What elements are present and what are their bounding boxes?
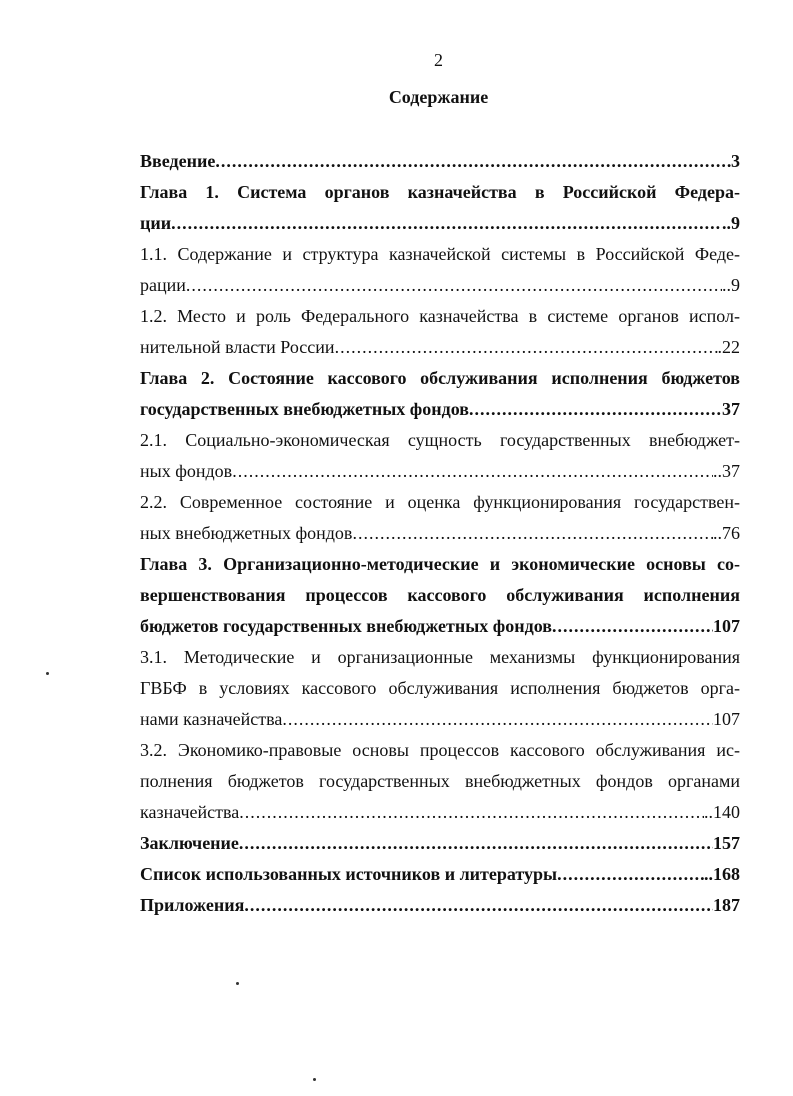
toc-entry-line: 1.2. Место и роль Федерального казначейства в системе органов испол-: [140, 306, 740, 326]
dot-leader: [215, 146, 731, 177]
toc-entry: [140, 239, 740, 301]
toc-page-number: ..37: [713, 461, 740, 481]
toc-entry: [140, 549, 740, 642]
toc-entry: [140, 642, 740, 735]
toc-entry-last-line: [140, 828, 740, 859]
toc-entry: [140, 735, 740, 828]
toc-page-number: ..76: [713, 523, 740, 543]
toc-entry-last-line: [140, 394, 740, 425]
page-number: 2: [434, 50, 443, 70]
dot-leader: [352, 518, 713, 549]
toc-entry: [140, 828, 740, 859]
dot-leader: [552, 611, 713, 642]
toc-entry-line: 3.1. Методические и организационные механизмы функционирования: [140, 647, 740, 667]
table-of-contents: [140, 146, 740, 921]
toc-entry-text: ных внебюджетных фондов: [140, 523, 353, 543]
toc-entry-last-line: [140, 704, 740, 735]
toc-entry-text: государственных внебюджетных фондов: [140, 399, 469, 419]
scan-speck: [313, 1078, 316, 1081]
toc-entry-last-line: [140, 146, 740, 177]
dot-leader: [232, 456, 713, 487]
toc-entry-line: вершенствования процессов кассового обслуживания исполнения: [140, 585, 740, 605]
dot-leader: [282, 704, 713, 735]
toc-entry-text: нами казначейства: [140, 709, 283, 729]
toc-entry: [140, 146, 740, 177]
toc-entry-last-line: [140, 518, 740, 549]
toc-page-number: ..168: [704, 864, 740, 884]
toc-page-number: .22: [717, 337, 740, 357]
toc-entry: [140, 177, 740, 239]
toc-entry: [140, 487, 740, 549]
toc-entry-text: ных фондов: [140, 461, 233, 481]
toc-page-number: 3: [731, 151, 740, 171]
toc-entry-last-line: [140, 208, 740, 239]
dot-leader: [239, 797, 704, 828]
toc-entry-line: Глава 2. Состояние кассового обслуживания исполнения бюджетов: [140, 368, 740, 388]
scan-speck: [236, 982, 239, 985]
toc-entry-text: Заключение: [140, 833, 239, 853]
toc-page-number: 107: [713, 709, 740, 729]
toc-entry-text: рации: [140, 275, 186, 295]
toc-entry-text: Приложения: [140, 895, 245, 915]
toc-entry-line: 2.1. Социально-экономическая сущность государственных внебюджет-: [140, 430, 740, 450]
toc-entry-text: Введение: [140, 151, 216, 171]
toc-entry-text: ции: [140, 213, 172, 233]
toc-entry: [140, 890, 740, 921]
toc-entry-line: 2.2. Современное состояние и оценка функционирования государствен-: [140, 492, 740, 512]
toc-entry-last-line: [140, 859, 740, 890]
toc-entry-line: ГВБФ в условиях кассового обслуживания исполнения бюджетов орга-: [140, 678, 740, 698]
toc-entry-last-line: [140, 611, 740, 642]
dot-leader: [469, 394, 722, 425]
toc-page-number: 187: [713, 895, 740, 915]
dot-leader: [186, 270, 722, 301]
toc-entry-line: 3.2. Экономико-правовые основы процессов кассового обслуживания ис-: [140, 740, 740, 760]
toc-entry-line: 1.1. Содержание и структура казначейской системы в Российской Феде-: [140, 244, 740, 264]
toc-page-number: 107: [713, 616, 740, 636]
dot-leader: [335, 332, 718, 363]
scan-speck: [46, 672, 49, 675]
toc-entry-line: Глава 3. Организационно-методические и экономические основы со-: [140, 554, 740, 574]
page-title: Содержание: [388, 87, 489, 107]
toc-page-number: ..9: [722, 213, 740, 233]
toc-page-number: 37: [722, 399, 740, 419]
toc-entry-last-line: [140, 890, 740, 921]
toc-entry-line: полнения бюджетов государственных внебюджетных фондов органами: [140, 771, 740, 791]
toc-page-number: ..140: [704, 802, 740, 822]
dot-leader: [171, 208, 722, 239]
toc-entry: [140, 425, 740, 487]
dot-leader: [244, 890, 713, 921]
dot-leader: [557, 859, 704, 890]
toc-entry-line: Глава 1. Система органов казначейства в Российской Федера-: [140, 182, 740, 202]
toc-page-number: ..9: [722, 275, 740, 295]
toc-entry-last-line: [140, 332, 740, 363]
toc-entry-text: Список использованных источников и литературы: [140, 864, 558, 884]
toc-entry-last-line: [140, 270, 740, 301]
toc-page-number: 157: [713, 833, 740, 853]
toc-entry-text: казначейства: [140, 802, 240, 822]
toc-entry: [140, 859, 740, 890]
toc-entry-last-line: [140, 456, 740, 487]
toc-entry: [140, 301, 740, 363]
toc-entry-text: нительной власти России: [140, 337, 335, 357]
toc-entry: [140, 363, 740, 425]
toc-entry-text: бюджетов государственных внебюджетных фондов: [140, 616, 552, 636]
dot-leader: [239, 828, 713, 859]
toc-entry-last-line: [140, 797, 740, 828]
